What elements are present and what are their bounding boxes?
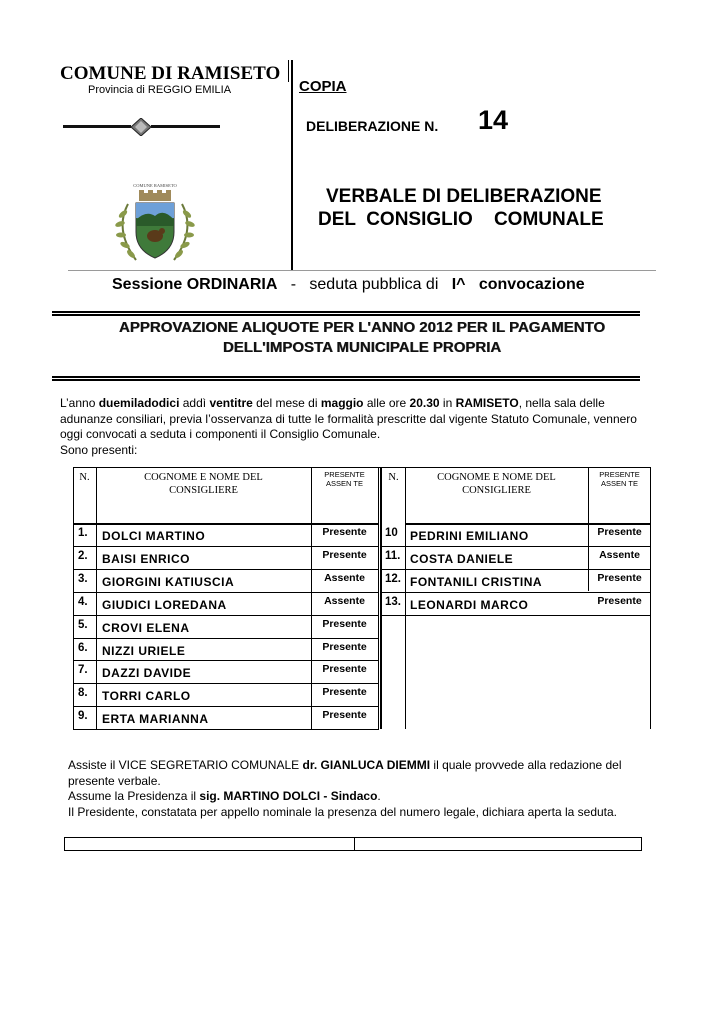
table-row-status: Presente [322, 686, 367, 699]
table-row-name: LEONARDI MARCO [410, 597, 529, 612]
table-row-number: 3. [78, 572, 88, 585]
table-row-name: COSTA DANIELE [410, 551, 514, 566]
table-row-status: Presente [322, 526, 367, 538]
table-row-number: 10 [385, 527, 398, 539]
intro-paragraph: L’anno duemiladodici addì ventitre del mese di maggio alle ore 20.30 in RAMISETO, nella sala delle adunanze consiliari, previa l’osservanza di tutte le formalità prescritte dal vigente Statuto Comunale, vennero oggi convocati a seduta i componenti il Consiglio Comunale. Sono presenti: [60, 396, 637, 457]
table-row-status: Presente [597, 571, 642, 584]
table-row-name: TORRI CARLO [102, 689, 191, 704]
table-col-divider [311, 467, 312, 729]
table-row-number: 5. [78, 618, 88, 631]
table-col-divider [588, 467, 589, 591]
table-row-name: GIUDICI LOREDANA [102, 597, 227, 612]
table-row-rule [73, 706, 379, 707]
table-header-status-left: PRESENTE ASSEN TE [324, 470, 365, 488]
table-row-rule [73, 729, 379, 730]
table-row-status: Presente [322, 548, 367, 561]
table-row-name: DOLCI MARTINO [102, 529, 206, 543]
table-border-left [73, 467, 74, 729]
table-row-number: 4. [78, 595, 88, 608]
table-border-right [650, 467, 651, 729]
subject-heading: APPROVAZIONE ALIQUOTE PER L'ANNO 2012 PER IL PAGAMENTO DELL'IMPOSTA MUNICIPALE PROPRIA [118, 319, 606, 356]
table-row-status: Presente [597, 594, 642, 607]
svg-text:COMUNE RAMISETO: COMUNE RAMISETO [133, 183, 177, 188]
table-row-number: 6. [78, 641, 88, 654]
municipal-crest-icon [106, 180, 204, 268]
table-row-name: PEDRINI EMILIANO [410, 529, 529, 543]
table-row-number: 11. [385, 549, 401, 562]
table-header-n-left: N. [79, 472, 90, 483]
document-title-line2: DEL CONSIGLIO COMUNALE [318, 209, 604, 230]
table-row-number: 9. [78, 710, 88, 723]
table-row-name: GIORGINI KATIUSCIA [102, 574, 235, 589]
table-row-rule [73, 592, 379, 593]
table-row-name: DAZZI DAVIDE [102, 666, 192, 681]
table-row-status: Presente [597, 526, 642, 538]
table-row-status: Presente [322, 663, 367, 676]
table-header-status-right: PRESENTE ASSEN TE [599, 470, 640, 488]
table-col-divider [405, 467, 406, 729]
table-row-number: 2. [78, 549, 88, 562]
deliberazione-label: DELIBERAZIONE N. [306, 118, 439, 134]
table-row-number: 12. [385, 572, 401, 585]
subject-rule-top [52, 311, 640, 316]
table-col-divider [378, 467, 379, 729]
table-header-name-right: COGNOME E NOME DEL CONSIGLIERE [437, 472, 556, 496]
attendance-table [73, 467, 651, 729]
table-row-number: 1. [78, 527, 88, 539]
table-header-n-right: N. [388, 472, 399, 483]
table-border-top [73, 467, 651, 468]
table-row-rule [73, 546, 379, 547]
header-divider-thin [288, 60, 289, 82]
table-row-rule [73, 569, 379, 570]
table-row-number: 13. [385, 595, 401, 608]
provincia-label: Provincia di REGGIO EMILIA [88, 84, 232, 96]
table-row-name: NIZZI URIELE [102, 643, 186, 658]
document-title-line1: VERBALE DI DELIBERAZIONE [326, 186, 602, 207]
table-row-rule [73, 660, 379, 661]
header-rule [68, 270, 656, 271]
table-row-rule [382, 615, 651, 616]
closing-paragraph: Assiste il VICE SEGRETARIO COMUNALE dr. GIANLUCA DIEMMI il quale provvede alla redazione del presente verbale. Assume la Presidenza il sig. MARTINO DOLCI - Sindaco. Il Presidente, constatata per appello nominale la presenza del numero legale, dichiara aperta la seduta. [68, 758, 622, 819]
table-row-number: 7. [78, 664, 88, 677]
table-row-name: ERTA MARIANNA [102, 712, 209, 727]
table-row-rule [73, 615, 379, 616]
table-col-divider [380, 467, 382, 729]
table-row-rule [382, 592, 651, 593]
table-col-divider [96, 467, 97, 729]
footer-box [64, 837, 642, 851]
table-row-name: FONTANILI CRISTINA [410, 574, 543, 589]
divider-ornament [63, 118, 220, 136]
table-header-rule [73, 523, 379, 525]
table-header-name-left: COGNOME E NOME DEL CONSIGLIERE [144, 472, 263, 496]
table-row-rule [73, 638, 379, 639]
table-row-rule [73, 683, 379, 684]
footer-box-divider [354, 837, 355, 851]
comune-name: COMUNE DI RAMISETO [60, 63, 281, 84]
table-row-status: Assente [324, 571, 365, 584]
table-header-rule [405, 523, 651, 525]
table-row-status: Assente [599, 548, 640, 561]
subject-rule-bottom [52, 376, 640, 381]
deliberazione-number: 14 [478, 105, 509, 135]
table-row-status: Assente [324, 594, 365, 607]
table-row-status: Presente [322, 640, 367, 653]
copia-label: COPIA [299, 78, 347, 95]
table-row-name: BAISI ENRICO [102, 551, 191, 566]
table-row-rule [382, 546, 651, 547]
table-row-status: Presente [322, 617, 367, 630]
table-row-number: 8. [78, 687, 88, 700]
session-line: Sessione ORDINARIA - seduta pubblica di I^ convocazione [112, 276, 585, 293]
table-row-status: Presente [322, 709, 367, 722]
table-row-name: CROVI ELENA [102, 620, 190, 635]
table-row-rule [382, 569, 651, 570]
header-divider [291, 60, 293, 270]
